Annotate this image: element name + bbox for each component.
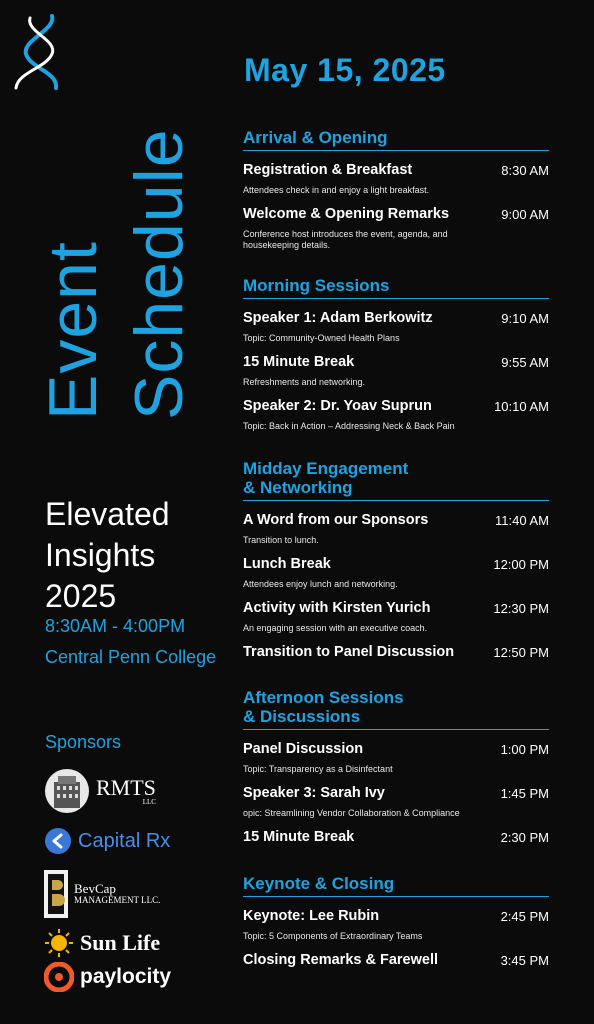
sponsor-capital-rx-logo xyxy=(44,827,170,855)
item-time: 9:55 AM xyxy=(501,355,549,370)
sponsor-rmts-logo xyxy=(44,768,156,814)
item-title: Lunch Break xyxy=(243,556,331,572)
section-title xyxy=(243,688,549,730)
vertical-title-line-1: Event xyxy=(35,241,111,420)
sponsor-bevcap-logo xyxy=(44,870,160,918)
item-time: 11:40 AM xyxy=(495,513,549,528)
section-title-line-2: & Networking xyxy=(243,478,353,497)
item-time: 2:45 PM xyxy=(500,909,549,924)
item-title: Panel Discussion xyxy=(243,741,364,757)
event-name-line-1: Elevated xyxy=(45,496,170,532)
item-description: Attendees check in and enjoy a light breakfast. xyxy=(243,185,430,195)
item-description: Topic: 5 Components of Extraordinary Teams xyxy=(243,931,423,941)
item-description: Conference host introduces the event, agenda, and housekeeping details. xyxy=(243,229,448,250)
item-title: Registration & Breakfast xyxy=(243,162,413,178)
item-title: Transition to Panel Discussion xyxy=(243,644,455,660)
item-title: Keynote: Lee Rubin xyxy=(243,908,380,924)
sponsor-paylocity-name: paylocity xyxy=(80,965,172,988)
item-description: Transition to lunch. xyxy=(243,535,319,545)
item-description: Attendees enjoy lunch and networking. xyxy=(243,579,398,589)
item-description: An engaging session with an executive coach. xyxy=(243,623,428,633)
section-title-line-2: & Discussions xyxy=(243,707,361,726)
item-time: 9:00 AM xyxy=(501,207,549,222)
bevcap-b-icon xyxy=(44,870,68,918)
item-title: Welcome & Opening Remarks xyxy=(243,206,450,222)
sponsor-sun-life-logo xyxy=(44,928,160,958)
vertical-event-schedule-title xyxy=(30,20,230,420)
sponsor-rmts-name: RMTS xyxy=(96,774,156,800)
sponsor-sun-life-name: Sun Life xyxy=(80,930,161,955)
section-midday-engagement xyxy=(243,459,549,501)
section-title: Keynote & Closing xyxy=(243,874,549,897)
item-title: Closing Remarks & Farewell xyxy=(243,952,439,968)
sun-icon xyxy=(44,928,74,958)
event-time: 8:30AM - 4:00PM xyxy=(45,616,186,636)
building-emblem-icon xyxy=(44,768,90,814)
section-title-line-1: Afternoon Sessions xyxy=(243,688,404,707)
item-title: Speaker 3: Sarah Ivy xyxy=(243,785,385,801)
sponsor-capital-rx-name: Capital Rx xyxy=(78,829,171,852)
sponsor-rmts-sub: LLC xyxy=(142,797,156,806)
paylocity-icon xyxy=(44,962,74,992)
section-title: Arrival & Opening xyxy=(243,128,549,151)
event-name xyxy=(45,494,245,617)
section-title xyxy=(243,459,549,501)
item-time: 10:10 AM xyxy=(494,399,549,414)
item-description: opic: Streamlining Vendor Collaboration & Compliance xyxy=(243,808,460,818)
item-description: Topic: Community-Owned Health Plans xyxy=(243,333,400,343)
item-time: 1:45 PM xyxy=(500,786,549,801)
item-time: 12:00 PM xyxy=(493,557,549,572)
sponsors-label: Sponsors xyxy=(45,732,122,752)
item-title: Speaker 2: Dr. Yoav Suprun xyxy=(243,398,432,414)
item-title: Speaker 1: Adam Berkowitz xyxy=(243,310,433,326)
section-title-line-1: Midday Engagement xyxy=(243,459,409,478)
event-date: May 15, 2025 xyxy=(244,52,446,88)
item-time: 12:30 PM xyxy=(493,601,549,616)
section-title: Morning Sessions xyxy=(243,276,549,299)
item-title: Activity with Kirsten Yurich xyxy=(243,600,431,616)
item-title: 15 Minute Break xyxy=(243,354,355,370)
item-time: 1:00 PM xyxy=(500,742,549,757)
item-time: 3:45 PM xyxy=(500,953,549,968)
item-time: 12:50 PM xyxy=(493,645,549,660)
item-description: Refreshments and networking. xyxy=(243,377,366,387)
item-description: Topic: Transparency as a Disinfectant xyxy=(243,764,393,774)
item-time: 2:30 PM xyxy=(500,830,549,845)
event-name-line-2: Insights xyxy=(45,537,156,573)
sponsor-bevcap-sub: MANAGEMENT LLC. xyxy=(74,895,161,906)
item-title: A Word from our Sponsors xyxy=(243,512,429,528)
capital-rx-icon xyxy=(44,827,72,855)
item-title: 15 Minute Break xyxy=(243,829,355,845)
event-venue: Central Penn College xyxy=(45,647,217,667)
section-keynote-closing xyxy=(243,874,549,897)
section-arrival-opening xyxy=(243,128,549,151)
section-afternoon-sessions xyxy=(243,688,549,730)
sponsor-paylocity-logo xyxy=(44,962,171,992)
sponsor-bevcap-name: BevCap xyxy=(74,880,116,896)
section-morning-sessions xyxy=(243,276,549,299)
vertical-title-line-2: Schedule xyxy=(121,128,197,420)
item-description: Topic: Back in Action – Addressing Neck & Back Pain xyxy=(243,421,455,431)
item-time: 8:30 AM xyxy=(501,163,549,178)
event-name-line-3: 2025 xyxy=(45,578,117,614)
item-time: 9:10 AM xyxy=(501,311,549,326)
